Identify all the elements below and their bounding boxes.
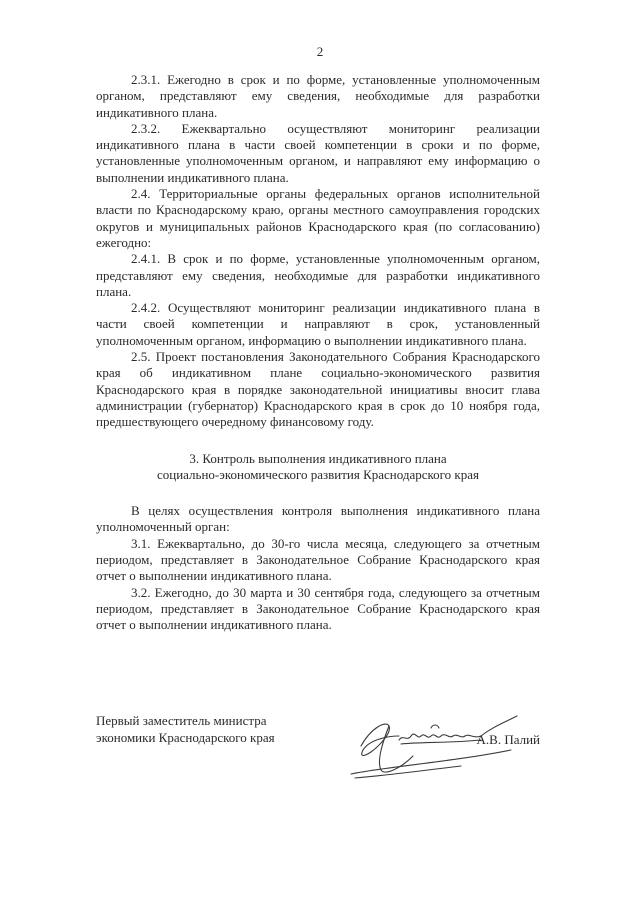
paragraph-2-3-2: 2.3.2. Ежеквартально осуществляют мониторинг реализации индикативного плана в части своей компетенции в сроки и по форме, установленные уполномоченным органом, и направляют ему информацию о выполнении индикативного плана. [96,120,540,185]
section-3-title-line2: социально-экономического развития Краснодарского края [156,466,479,482]
signatory-position-line2: экономики Краснодарского края [96,730,275,745]
signatory-position [96,712,275,746]
paragraph-2-4: 2.4. Территориальные органы федеральных органов исполнительной власти по Краснодарскому краю, органы местного самоуправления городских округов и муниципальных районов Краснодарского края (по согласованию) ежегодно: [96,186,540,250]
signature-block [96,712,540,782]
paragraph-2-3-1: 2.3.1. Ежегодно в срок и по форме, установленные уполномоченным органом, представляют ему сведения, необходимые для разработки индикативного плана. [96,72,540,120]
paragraph-3-1: 3.1. Ежеквартально, до 30-го числа месяца, следующего за отчетным периодом, представляет в Законодательное Собрание Краснодарского края отчет о выполнении индикативного плана. [96,535,540,584]
page-number: 2 [316,44,324,59]
signatory-name: А.В. Палий [476,732,540,747]
section-3-title-line1: 3. Контроль выполнения индикативного плана [189,450,447,466]
paragraph-3-intro: В целях осуществления контроля выполнения индикативного плана уполномоченный орган: [96,503,540,535]
paragraph-2-4-1: 2.4.1. В срок и по форме, установленные уполномоченным органом, представляют ему сведения, необходимые для разработки индикативного плана. [96,251,540,299]
paragraph-3-2: 3.2. Ежегодно, до 30 марта и 30 сентября года, следующего за отчетным периодом, представляет в Законодательное Собрание Краснодарского края отчет о выполнении индикативного плана. [96,584,540,633]
document-body [96,72,540,634]
paragraph-2-5: 2.5. Проект постановления Законодательного Собрания Краснодарского края об индикативном плане социально-экономического развития Краснодарского края в порядке законодательной инициативы вносит глава администрации (губернатор) Краснодарского края в срок до 10 ноября года, предшествующего очередному финансовому году. [96,349,540,430]
signatory-position-line1: Первый заместитель министра [96,713,267,728]
section-3-title [96,451,540,484]
paragraph-2-4-2: 2.4.2. Осуществляют мониторинг реализации индикативного плана в части своей компетенции и направляют в срок, установленный уполномоченным органом, информацию о выполнении индикативного плана. [96,300,540,348]
